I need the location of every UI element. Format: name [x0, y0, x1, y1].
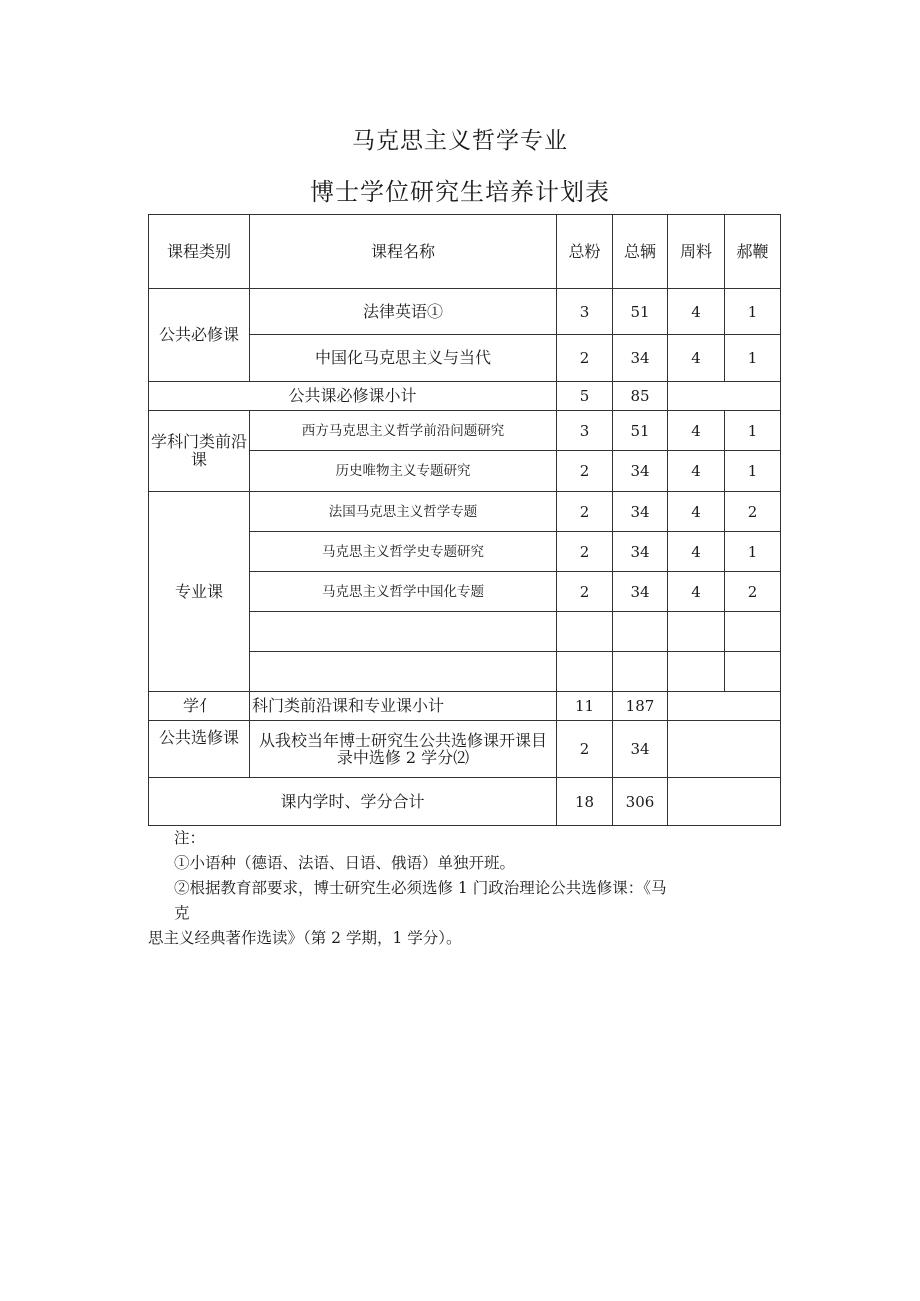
total-row: [149, 778, 781, 826]
course-semester: 1: [725, 289, 781, 335]
course-credits: 2: [557, 335, 613, 382]
course-hours: 34: [613, 572, 668, 612]
empty-cell: [668, 721, 781, 778]
course-name: 法国马克思主义哲学专题: [250, 492, 557, 532]
subtotal-public-row: [149, 382, 781, 411]
notes-heading: 注：: [174, 829, 206, 847]
course-credits: 2: [557, 572, 613, 612]
note-2-line-1: ②根据教育部要求，博士研究生必须选修 1 门政治理论公共选修课：《马: [174, 879, 667, 897]
table-header-row: [149, 215, 781, 289]
empty-cell: [613, 612, 668, 652]
table-row: [149, 492, 781, 532]
header-total-credits: 总粉: [557, 215, 613, 289]
elective-row: [149, 721, 781, 778]
course-weekly: 4: [668, 572, 725, 612]
empty-cell: [725, 652, 781, 692]
header-weekly-hours: 周料: [668, 215, 725, 289]
table-row: [149, 289, 781, 335]
course-hours: 51: [613, 289, 668, 335]
empty-cell: [557, 612, 613, 652]
course-name: 中国化马克思主义与当代: [250, 335, 557, 382]
header-total-hours: 总辆: [613, 215, 668, 289]
empty-cell: [613, 652, 668, 692]
course-hours: 34: [613, 492, 668, 532]
subtotal-public-credits: 5: [557, 382, 613, 411]
document-subtitle: 博士学位研究生培养计划表: [310, 178, 610, 206]
elective-credits: 2: [557, 721, 613, 778]
subtotal-major-credits: 11: [557, 692, 613, 721]
empty-cell: [725, 612, 781, 652]
training-plan-table: [148, 214, 781, 826]
total-label: 课内学时、学分合计: [149, 778, 557, 826]
group-public-required: 公共必修课: [149, 289, 250, 382]
header-category: 课程类别: [149, 215, 250, 289]
course-semester: 1: [725, 335, 781, 382]
elective-hours: 34: [613, 721, 668, 778]
course-hours: 34: [613, 335, 668, 382]
course-credits: 2: [557, 492, 613, 532]
empty-cell: [668, 778, 781, 826]
group-major: 专业课: [149, 492, 250, 692]
group-frontier: 学科门类前沿课: [149, 411, 250, 492]
note-2-line-2: 克: [174, 904, 190, 922]
note-2-line-3: 思主义经典著作选读》（第 2 学期，1 学分）。: [148, 929, 462, 947]
course-hours: 34: [613, 532, 668, 572]
subtotal-major-hours: 187: [613, 692, 668, 721]
empty-cell: [250, 612, 557, 652]
course-semester: 2: [725, 572, 781, 612]
table-row: [149, 411, 781, 451]
empty-cell: [668, 612, 725, 652]
course-credits: 3: [557, 289, 613, 335]
course-credits: 2: [557, 451, 613, 492]
course-name: 马克思主义哲学中国化专题: [250, 572, 557, 612]
course-semester: 1: [725, 451, 781, 492]
course-credits: 3: [557, 411, 613, 451]
subtotal-major-label-a: 学亻: [149, 692, 250, 721]
course-semester: 2: [725, 492, 781, 532]
subtotal-public-hours: 85: [613, 382, 668, 411]
course-hours: 34: [613, 451, 668, 492]
subtotal-major-label-b: 科门类前沿课和专业课小计: [250, 692, 557, 721]
document-title: 马克思主义哲学专业: [352, 128, 568, 154]
empty-cell: [557, 652, 613, 692]
notes-section: [148, 826, 788, 951]
course-name: 马克思主义哲学史专题研究: [250, 532, 557, 572]
group-public-elective: 公共选修课: [149, 721, 250, 778]
empty-cell: [668, 382, 781, 411]
course-semester: 1: [725, 411, 781, 451]
elective-description: 从我校当年博士研究生公共选修课开课目录中选修 2 学分⑵: [250, 721, 557, 778]
course-weekly: 4: [668, 492, 725, 532]
course-name: 历史唯物主义专题研究: [250, 451, 557, 492]
course-hours: 51: [613, 411, 668, 451]
course-weekly: 4: [668, 289, 725, 335]
note-1: ①小语种（德语、法语、日语、俄语）单独开班。: [174, 854, 516, 872]
total-hours: 306: [613, 778, 668, 826]
course-name: 西方马克思主义哲学前沿问题研究: [250, 411, 557, 451]
course-semester: 1: [725, 532, 781, 572]
empty-cell: [668, 652, 725, 692]
course-weekly: 4: [668, 532, 725, 572]
empty-cell: [668, 692, 781, 721]
empty-cell: [250, 652, 557, 692]
course-weekly: 4: [668, 411, 725, 451]
total-credits: 18: [557, 778, 613, 826]
header-course-name: 课程名称: [250, 215, 557, 289]
course-weekly: 4: [668, 451, 725, 492]
subtotal-public-label: 公共课必修课小计: [149, 382, 557, 411]
header-semester: 郝鞭: [725, 215, 781, 289]
subtotal-major-row: [149, 692, 781, 721]
course-weekly: 4: [668, 335, 725, 382]
course-name: 法律英语①: [250, 289, 557, 335]
course-credits: 2: [557, 532, 613, 572]
